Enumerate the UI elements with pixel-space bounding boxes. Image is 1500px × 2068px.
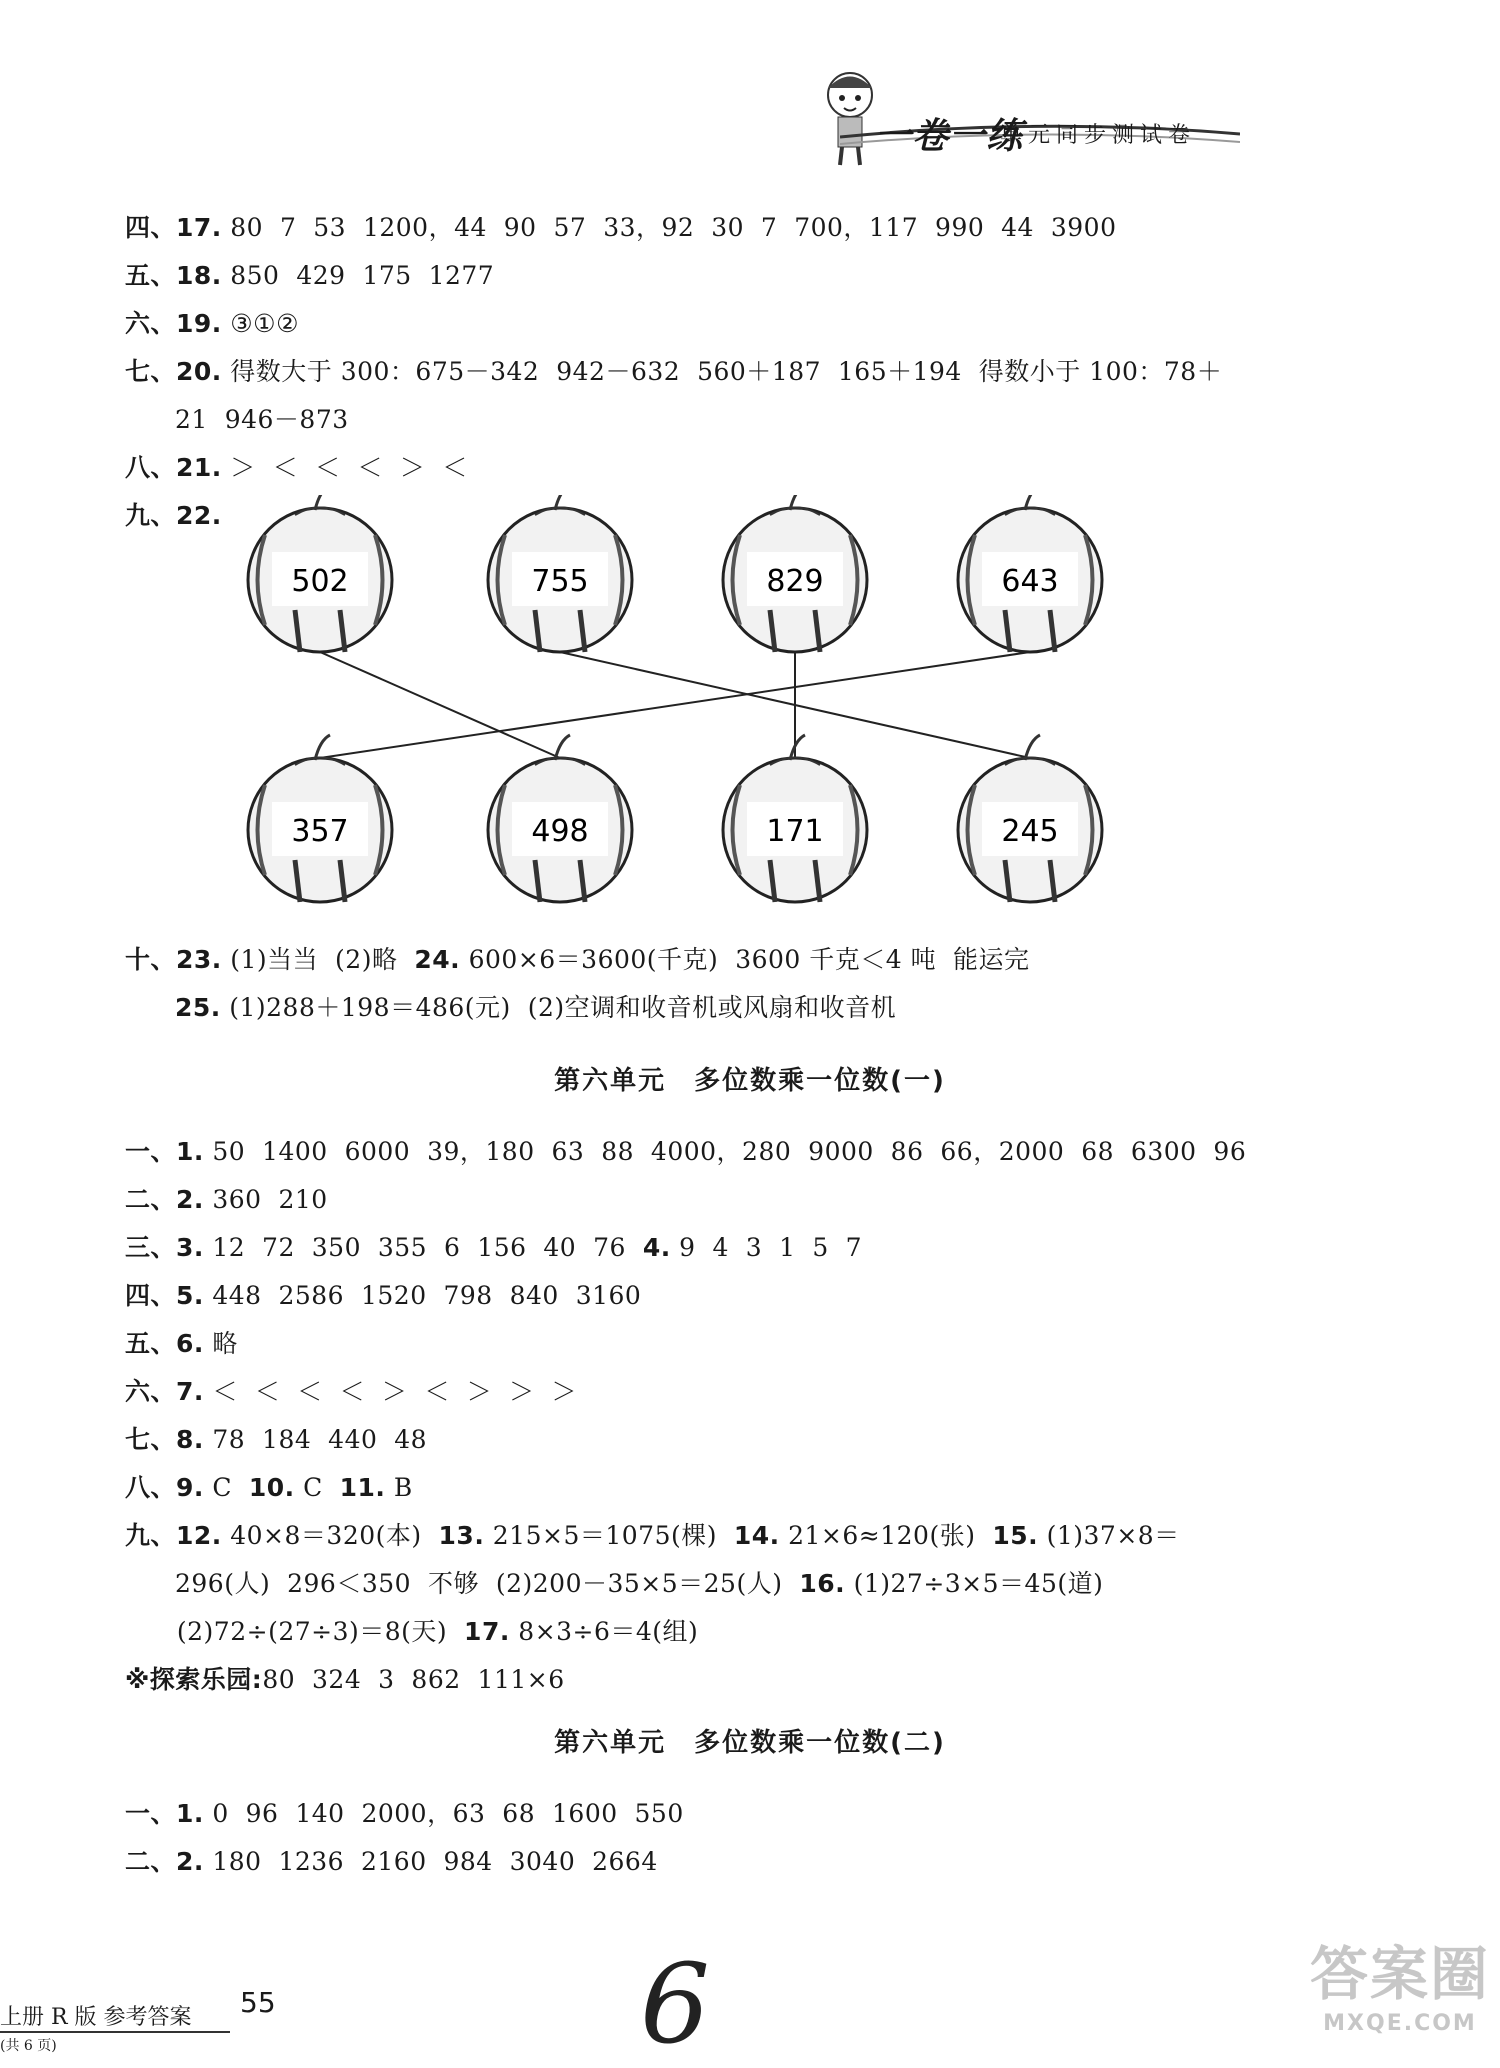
- svg-text:755: 755: [531, 564, 589, 599]
- answer-line: 四、5. 448 2586 1520 798 840 3160: [125, 1281, 642, 1310]
- svg-text:498: 498: [531, 814, 589, 849]
- answer-line: 25. (1)288＋198＝486(元) (2)空调和收音机或风扇和收音机: [175, 993, 897, 1022]
- page-number: 55: [240, 1986, 276, 2019]
- handwritten-mark: 6: [640, 1940, 710, 2068]
- answer-line: 一、1. 50 1400 6000 39，180 63 88 4000，280 9000 86 66，2000 68 6300 96: [125, 1137, 1247, 1166]
- section-title: 第六单元 多位数乘一位数(一): [554, 1066, 946, 1096]
- answer-line: 六、7. ＜ ＜ ＜ ＜ ＞ ＜ ＞ ＞ ＞: [125, 1377, 578, 1406]
- answer-line: 十、23. (1)当当 (2)略 24. 600×6＝3600(千克) 3600 千克＜4 吨 能运完: [125, 945, 1030, 974]
- answer-line: (2)72÷(27÷3)＝8(天) 17. 8×3÷6＝4(组): [160, 1617, 699, 1646]
- matching-diagram: [230, 495, 1130, 935]
- answer-line: 九、22.: [125, 501, 222, 530]
- answer-line: ※探索乐园:80 324 3 862 111×6: [125, 1665, 565, 1694]
- answer-line: 五、18. 850 429 175 1277: [125, 261, 495, 290]
- melon-top-3: [723, 495, 867, 652]
- svg-text:502: 502: [291, 564, 349, 599]
- melon-bottom-3: [723, 735, 867, 902]
- answer-line: 八、21. ＞ ＜ ＜ ＜ ＞ ＜: [125, 453, 468, 482]
- answer-line: 21 946－873: [175, 405, 349, 434]
- answer-line: 二、2. 360 210: [125, 1185, 328, 1214]
- melon-bottom-1: [248, 735, 392, 902]
- header-subtitle: 单元同步测试卷: [1000, 123, 1197, 148]
- answer-line: 六、19. ③①②: [125, 309, 299, 338]
- melon-bottom-2: [488, 735, 632, 902]
- melon-bottom-4: [958, 735, 1102, 902]
- answer-line: 五、6. 略: [125, 1329, 238, 1358]
- melon-top-1: [248, 495, 392, 652]
- answer-line: 一、1. 0 96 140 2000，63 68 1600 550: [125, 1799, 684, 1828]
- svg-text:245: 245: [1001, 814, 1059, 849]
- answer-line: 七、20. 得数大于 300：675－342 942－632 560＋187 165＋194 得数小于 100：78＋: [125, 357, 1223, 386]
- header-brand: 一卷一练: [875, 116, 1024, 157]
- svg-text:357: 357: [291, 814, 349, 849]
- section-title: 第六单元 多位数乘一位数(二): [554, 1728, 946, 1758]
- answer-line: 九、12. 40×8＝320(本) 13. 215×5＝1075(棵) 14. 21×6≈120(张) 15. (1)37×8＝: [125, 1521, 1180, 1550]
- svg-text:643: 643: [1001, 564, 1059, 599]
- answer-line: 二、2. 180 1236 2160 984 3040 2664: [125, 1847, 658, 1876]
- svg-text:171: 171: [766, 814, 824, 849]
- melon-top-2: [488, 495, 632, 652]
- answer-line: 七、8. 78 184 440 48: [125, 1425, 428, 1454]
- watermark: 答案圈 MXQE.COM: [1309, 1940, 1490, 2036]
- footer-label: 上册 R 版 参考答案 (共 6 页): [0, 2005, 192, 2054]
- answer-line: 三、3. 12 72 350 355 6 156 40 76 4. 9 4 3 1 5 7: [125, 1233, 863, 1262]
- answer-line: 八、9. C 10. C 11. B: [125, 1473, 413, 1502]
- svg-text:829: 829: [766, 564, 824, 599]
- melon-top-4: [958, 495, 1102, 652]
- footer-rule: [0, 2030, 230, 2034]
- answer-line: 四、17. 80 7 53 1200，44 90 57 33，92 30 7 700，117 990 44 3900: [125, 213, 1117, 242]
- answer-line: 296(人) 296＜350 不够 (2)200－35×5＝25(人) 16. (1)27÷3×5＝45(道): [175, 1569, 1104, 1598]
